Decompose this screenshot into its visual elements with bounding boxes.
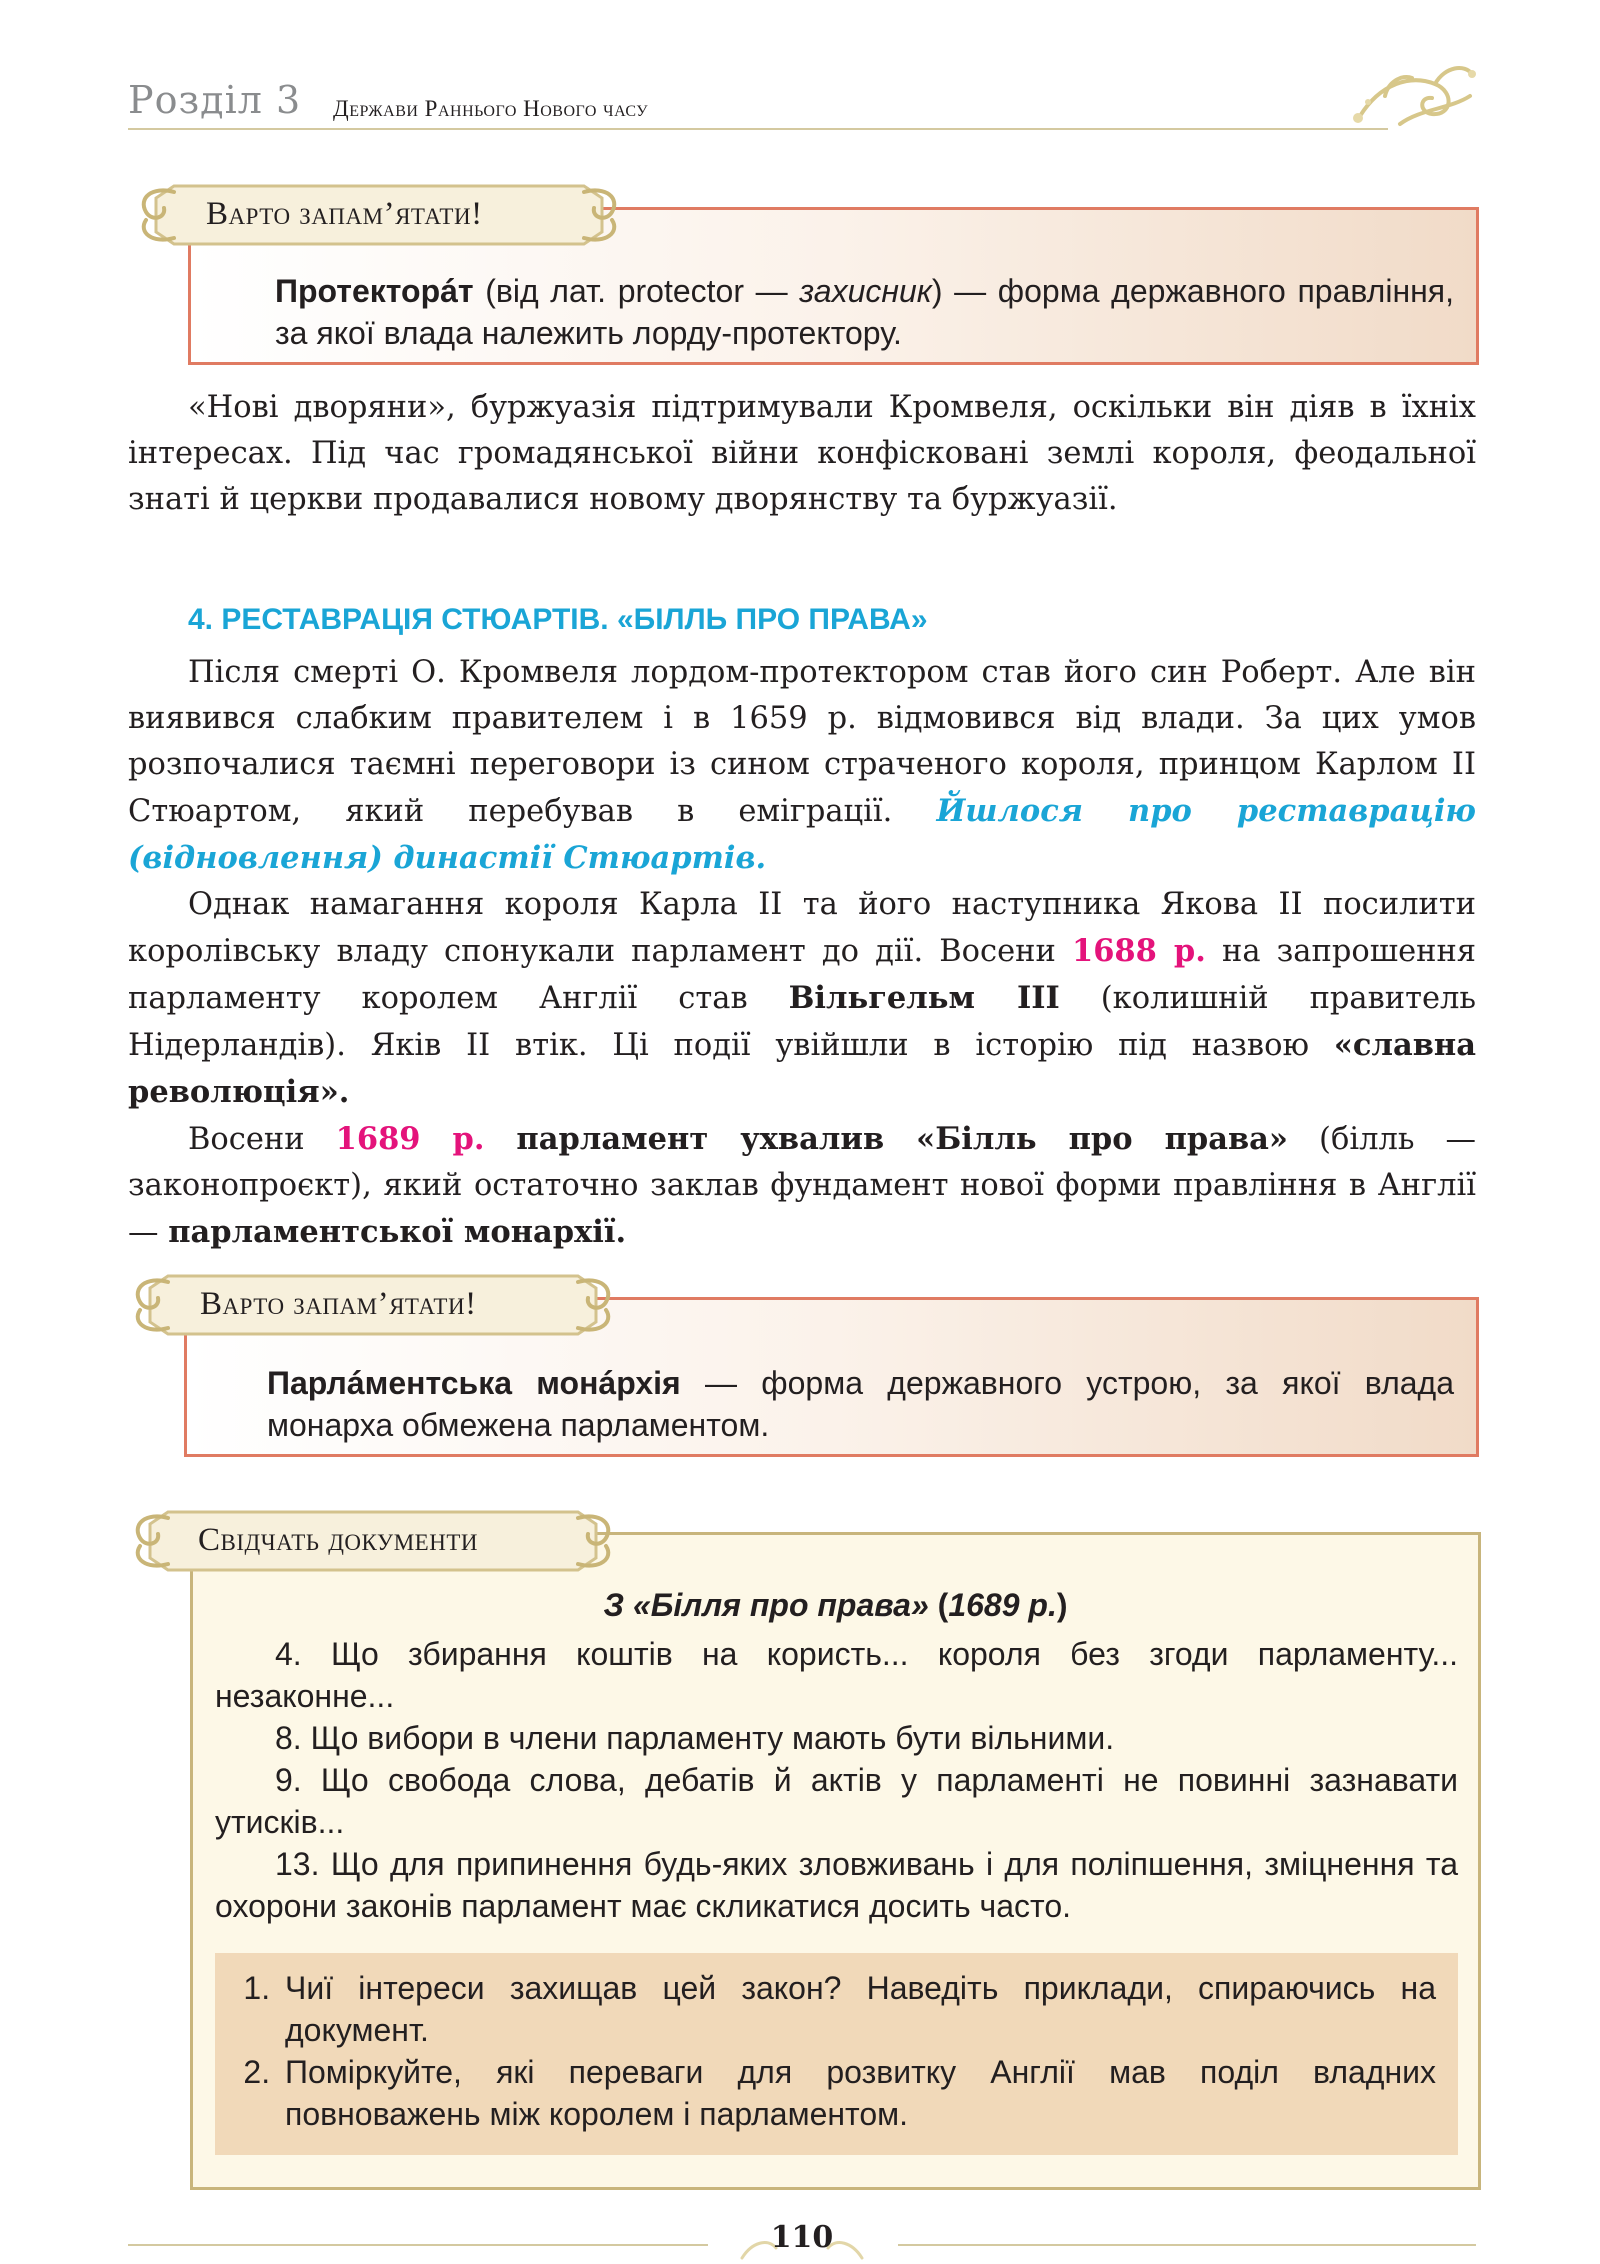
year-highlight: 1689 р. bbox=[335, 1121, 485, 1157]
page-number: 110 bbox=[770, 2220, 834, 2255]
document-title-text: З «Білля про права» bbox=[603, 1587, 938, 1623]
paren: ( bbox=[937, 1587, 949, 1623]
documents-tab-label: Свідчать документи bbox=[198, 1522, 478, 1558]
origin-close: ) bbox=[931, 273, 943, 309]
section-body bbox=[128, 650, 1476, 1256]
remember-tab-label: Варто запам’ятати! bbox=[206, 196, 483, 232]
document-item: 9. Що свобода слова, дебатів й актів у парламенті не повинні зазнавати утисків... bbox=[215, 1762, 1458, 1840]
documents-box bbox=[190, 1532, 1481, 2190]
document-year: 1689 р. bbox=[948, 1587, 1057, 1623]
paren: ) bbox=[1056, 1587, 1068, 1623]
paragraph-text: (білль — законопроєкт), який остаточно заклав фундамент нової форми правління в Англії — bbox=[128, 1122, 1476, 1250]
document-item: 13. Що для припинення будь-яких зловживань і для поліпшення, зміцнення та охорони законів парламент має скликатися досить часто. bbox=[215, 1846, 1458, 1924]
year-highlight: 1688 р. bbox=[1071, 933, 1206, 969]
paragraph-text: Однак намагання короля Карла II та його наступника Якова II посилити королівську владу спонукали парламент до дії. Восени bbox=[128, 887, 1476, 969]
footer-rule-right bbox=[898, 2244, 1476, 2246]
section-heading: 4. РЕСТАВРАЦІЯ СТЮАРТІВ. «БІЛЛЬ ПРО ПРАВА» bbox=[188, 603, 928, 636]
body-paragraph bbox=[128, 385, 1476, 523]
definition-text bbox=[275, 270, 1454, 354]
document-item: 8. Що вибори в члени парламенту мають бути вільними. bbox=[275, 1720, 1115, 1756]
document-title bbox=[193, 1587, 1478, 1624]
section-paragraph-1 bbox=[128, 650, 1476, 882]
term: Парлáментська монáрхія bbox=[267, 1365, 681, 1401]
paragraph-text: Восени bbox=[188, 1122, 336, 1157]
paragraph-text: на запрошення парламенту королем Англії став bbox=[128, 934, 1477, 1016]
remember-tab-label: Варто запам’ятати! bbox=[200, 1286, 477, 1322]
term-bold: парламент ухвалив «Білль про права» bbox=[484, 1121, 1288, 1157]
page-header bbox=[128, 70, 1478, 134]
section-paragraph-2 bbox=[128, 882, 1476, 1116]
term-bold: «славна революція» bbox=[128, 1027, 1476, 1110]
king-name: Вільгельм III bbox=[788, 980, 1060, 1016]
highlight-text: Йшлося про реставрацію (відновлення) династії Стюартів. bbox=[128, 793, 1476, 876]
origin-translation: захисник bbox=[799, 273, 932, 309]
paragraph-text: (колишній правитель Нідерландів). Яків II втік. Ці події увійшли в історію під назвою bbox=[128, 981, 1477, 1063]
punctuation: . bbox=[615, 1214, 627, 1250]
documents-tab bbox=[128, 1504, 618, 1578]
document-item: 4. Що збирання коштів на користь... короля без згоди парламенту... незаконне... bbox=[215, 1636, 1458, 1714]
remember-tab bbox=[134, 178, 624, 252]
chapter-title: Держави Раннього Нового часу bbox=[333, 96, 649, 121]
header-rule bbox=[128, 128, 1388, 130]
question-item: 1. Чиї інтереси захищав цей закон? Наведіть приклади, спираючись на документ. bbox=[279, 1967, 1436, 2051]
term: Протекторáт bbox=[275, 273, 474, 309]
questions-box bbox=[215, 1953, 1458, 2155]
term-bold: парламентської монархії bbox=[168, 1214, 616, 1250]
remember-tab bbox=[128, 1268, 618, 1342]
punctuation: . bbox=[338, 1074, 350, 1110]
definition-body: — форма державного устрою, за якої влада монарха обмежена парламентом. bbox=[267, 1365, 1455, 1443]
paragraph-text: «Нові дворяни», буржуазія підтримували Кромвеля, оскільки він діяв в їхніх інтересах. Під час громадянської війни конфісковані землі короля, феодальної знаті й церкви продавалися новому дворянству та буржуазії. bbox=[128, 390, 1476, 517]
page-footer bbox=[128, 2220, 1476, 2260]
section-paragraph-3 bbox=[128, 1116, 1476, 1256]
definition-text bbox=[267, 1362, 1454, 1446]
chapter-label: Розділ 3 bbox=[128, 78, 302, 122]
questions-list bbox=[215, 1953, 1458, 2135]
origin-text: (від лат. protector — bbox=[473, 273, 800, 309]
paragraph-text: Після смерті О. Кромвеля лордом-протектором став його син Роберт. Але він виявився слабким правителем і в 1659 р. відмовився від влади. За цих умов розпочалися таємні переговори із сином страченого короля, принцом Карлом II Стюартом, який перебував в еміграції. bbox=[128, 655, 1476, 829]
definition-body: — форма державного правління, за якої влада належить лорду-протектору. bbox=[275, 273, 1455, 351]
flourish-ornament-icon bbox=[1340, 54, 1480, 134]
question-item: 2. Поміркуйте, які переваги для розвитку Англії мав поділ владних повноважень між королем і парламентом. bbox=[279, 2051, 1436, 2135]
document-excerpt bbox=[215, 1633, 1458, 1927]
